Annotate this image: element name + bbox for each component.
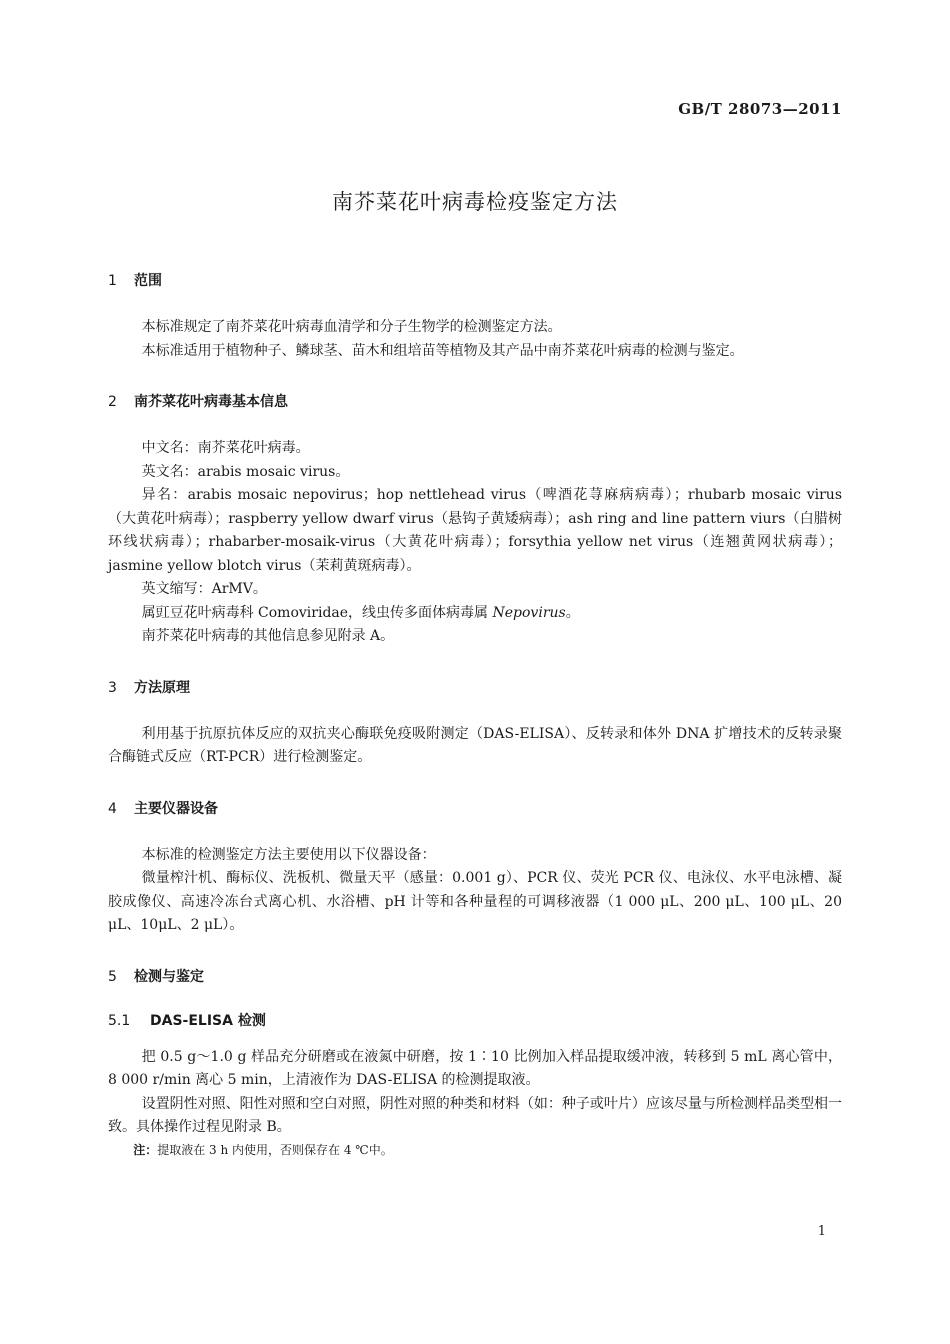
standard-code: GB/T 28073—2011: [678, 100, 842, 118]
subsection-5-1-paragraph: 设置阴性对照、阳性对照和空白对照，阴性对照的种类和材料（如：种子或叶片）应该尽量与所检测样品类型相一致。具体操作过程见附录 B。: [108, 1095, 842, 1135]
section-number: 3: [108, 679, 117, 696]
english-name: 英文名：arabis mosaic virus。: [141, 463, 350, 480]
section-1-heading: [108, 268, 842, 294]
section-title: 范围: [134, 273, 162, 289]
note-label: 注：: [133, 1142, 158, 1157]
section-number: 1: [108, 273, 117, 289]
document-title: 南芥菜花叶病毒检疫鉴定方法: [332, 190, 618, 214]
genus-name: Nepovirus: [492, 604, 566, 621]
subsection-number: 5.1: [108, 1012, 131, 1029]
section-2-heading: [108, 389, 842, 415]
other-info: 南芥菜花叶病毒的其他信息参见附录 A。: [141, 628, 395, 644]
section-number: 4: [108, 800, 117, 817]
abbreviation: 英文缩写：ArMV。: [141, 581, 267, 597]
section-1-paragraph: 本标准适用于植物种子、鳞球茎、苗木和组培苗等植物及其产品中南芥菜花叶病毒的检测与鉴定。: [141, 342, 744, 359]
section-title: 方法原理: [134, 679, 190, 696]
taxonomy-end: 。: [565, 604, 580, 621]
section-3-heading: [108, 675, 842, 701]
section-4-paragraph: 本标准的检测鉴定方法主要使用以下仪器设备：: [141, 846, 436, 863]
section-title: 南芥菜花叶病毒基本信息: [134, 394, 288, 410]
section-5-heading: [108, 964, 842, 990]
note: [108, 1140, 842, 1160]
subsection-5-1-heading: [108, 1008, 842, 1034]
section-4-paragraph: 微量榨汁机、酶标仪、洗板机、微量天平（感量：0.001 g）、PCR 仪、荧光 PCR 仪、电泳仪、水平电泳槽、凝胶成像仪、高速冷冻台式离心机、水浴槽、pH 计等和各种量程的可调移液器（1 000 μL、200 μL、100 μL、20 μL、10μL、2 μL）。: [108, 870, 842, 933]
section-1-paragraph: 本标准规定了南芥菜花叶病毒血清学和分子生物学的检测鉴定方法。: [141, 319, 562, 335]
section-title: 检测与鉴定: [134, 968, 204, 985]
section-4-heading: [108, 796, 842, 822]
subsection-title: DAS-ELISA 检测: [150, 1012, 266, 1029]
taxonomy-text: 属豇豆花叶病毒科 Comoviridae，线虫传多面体病毒属: [141, 604, 493, 621]
section-number: 5: [108, 968, 117, 985]
subsection-5-1-paragraph: 把 0.5 g～1.0 g 样品充分研磨或在液氮中研磨，按 1∶10 比例加入样品提取缓冲液，转移到 5 mL 离心管中，8 000 r/min 离心 5 min，上清液作为 DAS-ELISA 的检测提取液。: [108, 1048, 842, 1088]
section-number: 2: [108, 394, 117, 410]
section-3-paragraph: 利用基于抗原抗体反应的双抗夹心酶联免疫吸附测定（DAS-ELISA）、反转录和体外 DNA 扩增技术的反转录聚合酶链式反应（RT-PCR）进行检测鉴定。: [108, 725, 842, 765]
page-number: 1: [817, 1224, 826, 1239]
note-text: 提取液在 3 h 内使用，否则保存在 4 ℃中。: [157, 1142, 393, 1157]
taxonomy: [108, 602, 842, 626]
chinese-name: 中文名：南芥菜花叶病毒。: [141, 440, 310, 456]
section-title: 主要仪器设备: [134, 800, 218, 817]
document-body: [108, 268, 842, 1160]
synonyms: 异名：arabis mosaic nepovirus；hop nettlehead virus（啤酒花荨麻病病毒）；rhubarb mosaic virus（大黄花叶病毒）；raspberry yellow dwarf virus（悬钩子黄矮病毒）；ash ring and line pattern viurs（白腊树环线状病毒）；rhabarber-mosaik-virus（大黄花叶病毒）；forsythia yellow net virus（连翘黄网状病毒）；jasmine yellow blotch virus（茉莉黄斑病毒）。: [108, 487, 842, 574]
